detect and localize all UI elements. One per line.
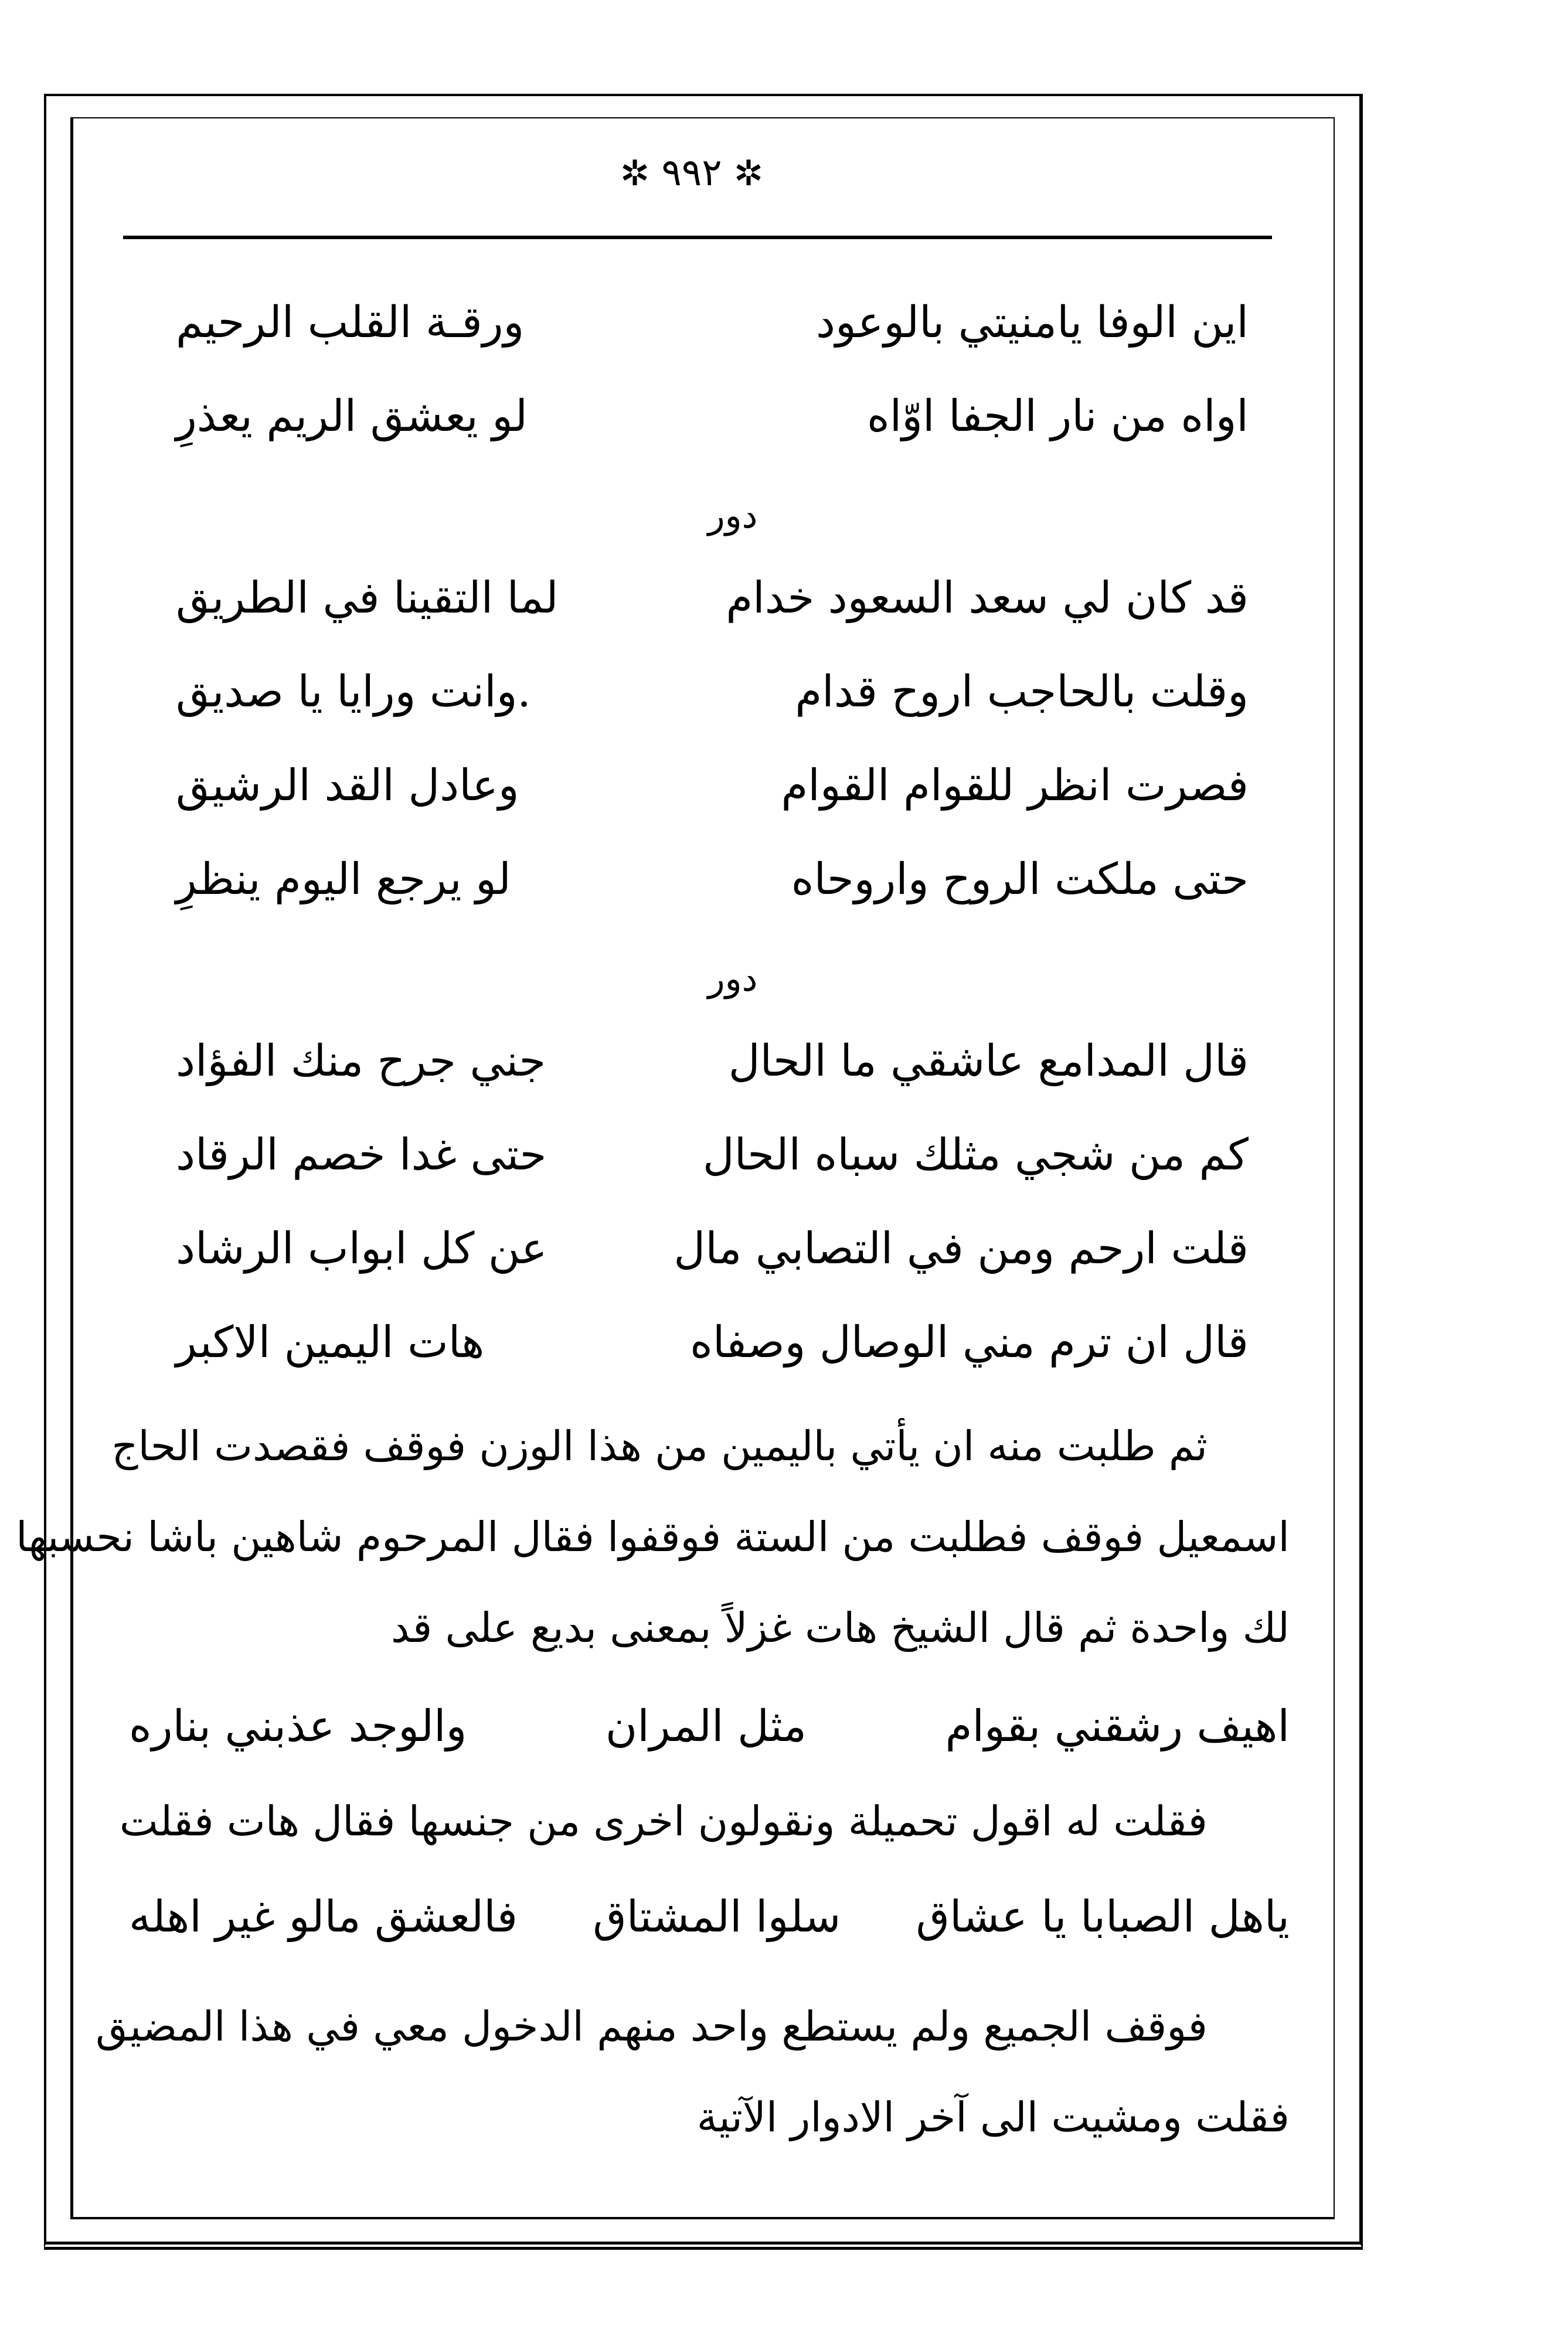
verse-hemistich-right: كم من شجي مثلك سباه الحال xyxy=(702,1130,1249,1180)
verse-hemistich-right: وقلت بالحاجب اروح قدام xyxy=(795,666,1249,717)
verse-part-left: فالعشق مالو غير اهله xyxy=(129,1892,518,1942)
verse-part-middle: سلوا المشتاق xyxy=(593,1892,841,1942)
verse-part-middle: مثل المران xyxy=(605,1701,807,1752)
verse-line xyxy=(176,1108,1249,1202)
verse-hemistich-right: اواه من نار الجفا اوّاه xyxy=(866,391,1249,441)
verse-line xyxy=(129,1679,1290,1773)
ornament-left-icon: ✲ xyxy=(620,153,650,194)
verse-hemistich-right: حتى ملكت الروح واروحاه xyxy=(791,854,1249,904)
prose-line: اسمعيل فوقف فطلبت من الستة فوقفوا فقال المرحوم شاهين باشا نحسبها xyxy=(16,1513,1290,1561)
verse-line xyxy=(176,551,1249,645)
verse-line xyxy=(129,1870,1290,1964)
verse-hemistich-right: قد كان لي سعد السعود خدام xyxy=(726,573,1249,623)
verse-hemistich-left: لو يعشق الريم يعذرِ xyxy=(176,391,528,441)
verse-part-left: والوجد عذبني بناره xyxy=(129,1701,467,1752)
ornament-right-icon: ✲ xyxy=(733,153,764,194)
verse-part-right: ياهل الصبابا يا عشاق xyxy=(916,1892,1290,1942)
verse-hemistich-left: عن كل ابواب الرشاد xyxy=(176,1223,547,1274)
verse-hemistich-left: ورقـة القلب الرحيم xyxy=(176,297,525,348)
header-rule xyxy=(123,236,1272,239)
verse-line xyxy=(176,276,1249,369)
prose-line: فقلت له اقول تحميلة ونقولون اخرى من جنسها فقال هات فقلت xyxy=(119,1797,1208,1845)
section-heading: دور xyxy=(708,958,758,999)
verse-hemistich-left: هات اليمين الاكبر xyxy=(176,1317,485,1368)
verse-line xyxy=(176,369,1249,463)
prose-line: فوقف الجميع ولم يستطع واحد منهم الدخول معي في هذا المضيق xyxy=(96,2002,1208,2050)
page-number-header xyxy=(516,149,868,197)
verse-hemistich-right: قال ان ترم مني الوصال وصفاه xyxy=(690,1317,1249,1368)
verse-hemistich-right: فصرت انظر للقوام القوام xyxy=(781,760,1249,811)
verse-line xyxy=(176,1295,1249,1389)
verse-hemistich-right: قال المدامع عاشقي ما الحال xyxy=(728,1036,1249,1086)
prose-line: ثم طلبت منه ان يأتي باليمين من هذا الوزن فوقف فقصدت الحاج xyxy=(111,1422,1208,1470)
verse-hemistich-right: اين الوفا يامنيتي بالوعود xyxy=(815,297,1249,348)
verse-part-right: اهيف رشقني بقوام xyxy=(945,1701,1290,1752)
verse-hemistich-right: قلت ارحم ومن في التصابي مال xyxy=(674,1223,1249,1274)
verse-hemistich-left: جني جرح منك الفؤاد xyxy=(176,1036,546,1086)
verse-line xyxy=(176,739,1249,832)
section-heading: دور xyxy=(708,495,758,536)
verse-hemistich-left: .وانت ورايا يا صديق xyxy=(176,666,531,717)
verse-line xyxy=(176,1014,1249,1108)
verse-line xyxy=(176,1202,1249,1295)
verse-line xyxy=(176,645,1249,739)
verse-hemistich-left: لو يرجع اليوم ينظرِ xyxy=(176,854,511,904)
page-number: ٩٩٢ xyxy=(661,151,722,195)
prose-line: فقلت ومشيت الى آخر الادوار الآتية xyxy=(696,2093,1290,2141)
verse-hemistich-left: حتى غدا خصم الرقاد xyxy=(176,1130,547,1180)
verse-line xyxy=(176,832,1249,926)
prose-line: لك واحدة ثم قال الشيخ هات غزلاً بمعنى بديع على قد xyxy=(391,1604,1290,1652)
verse-hemistich-left: وعادل القد الرشيق xyxy=(176,760,519,811)
verse-hemistich-left: لما التقينا في الطريق xyxy=(176,573,559,623)
